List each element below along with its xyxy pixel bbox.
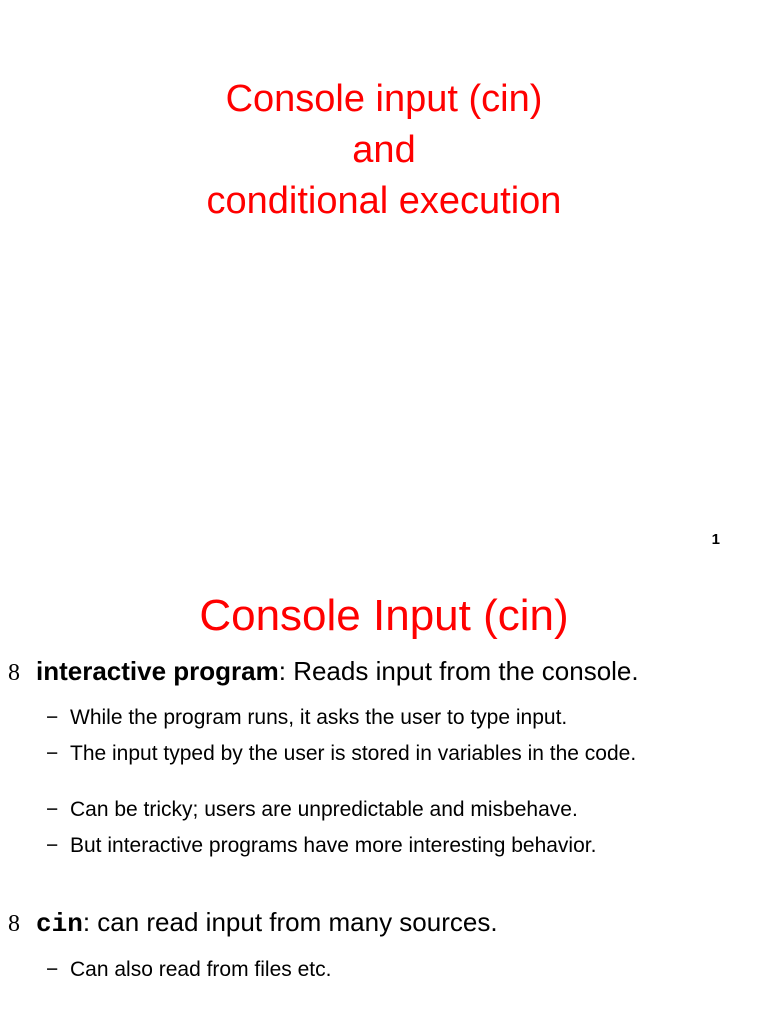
slide-2 [0, 574, 768, 1024]
sub-bullet [46, 741, 636, 767]
slide-2-title: Console Input (cin) [199, 591, 569, 640]
sub-bullet-text: But interactive programs have more interesting behavior. [70, 834, 597, 857]
sub-bullet [46, 957, 331, 983]
bullet-text: : can read input from many sources. [82, 907, 498, 937]
dash-marker: − [46, 706, 59, 729]
sub-bullet [46, 705, 567, 731]
bullet-term-code: cin [36, 909, 83, 939]
bullet-marker: 8 [8, 660, 20, 686]
page-number: 1 [711, 531, 720, 548]
slide-1-title-line-3: conditional execution [206, 180, 562, 222]
sub-bullet [46, 833, 596, 859]
dash-marker: − [46, 798, 59, 821]
sub-bullet-text: Can also read from files etc. [70, 958, 332, 981]
bullet-marker: 8 [8, 911, 20, 937]
bullet-cin [8, 907, 498, 939]
sub-bullet [46, 797, 578, 823]
sub-bullet-text: The input typed by the user is stored in variables in the code. [70, 742, 637, 765]
slide-1-title-line-2: and [352, 129, 416, 171]
bullet-interactive-program [8, 656, 639, 688]
sub-bullet-text: While the program runs, it asks the user to type input. [70, 706, 568, 729]
bullet-term: interactive program [36, 656, 279, 686]
dash-marker: − [46, 834, 59, 857]
bullet-text: : Reads input from the console. [278, 656, 639, 686]
dash-marker: − [46, 958, 59, 981]
dash-marker: − [46, 742, 59, 765]
sub-bullet-text: Can be tricky; users are unpredictable and misbehave. [70, 798, 578, 821]
slide-1-title-line-1: Console input (cin) [225, 78, 543, 120]
